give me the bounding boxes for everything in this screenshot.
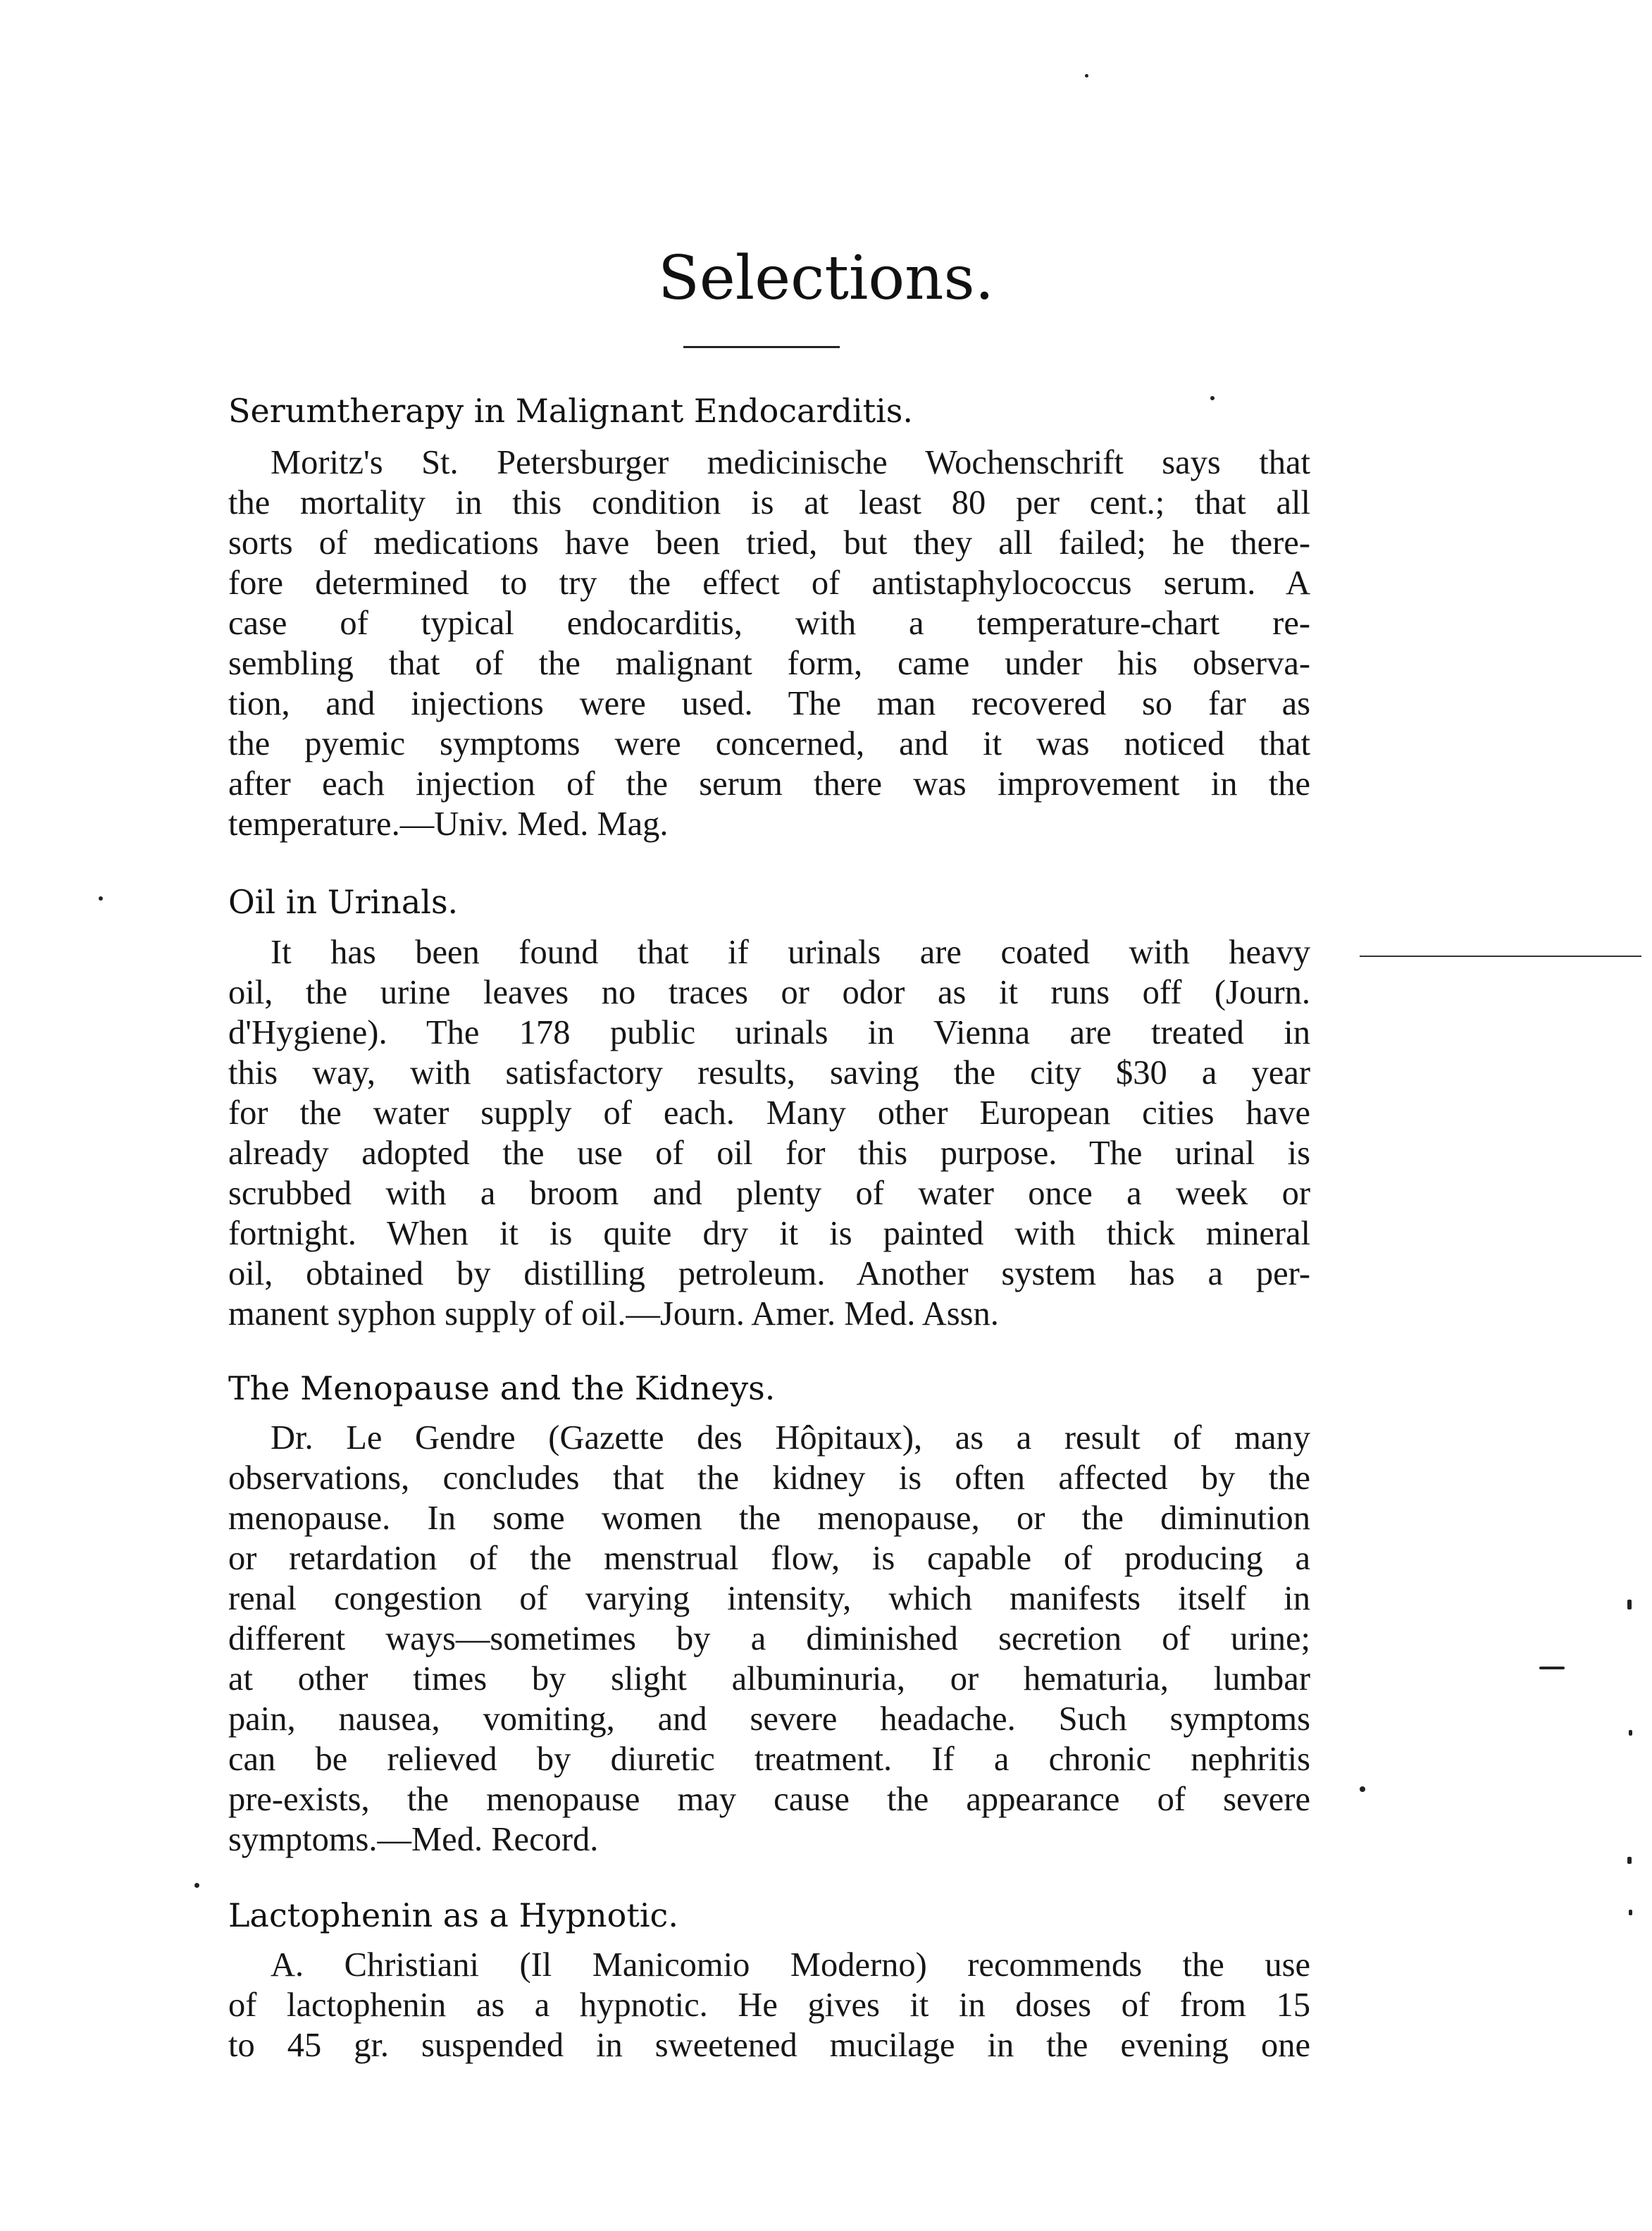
body-line: already adopted the use of oil for this purpose. The urinal is <box>228 1135 1310 1172</box>
article-heading-menopause-kidneys: The Menopause and the Kidneys. <box>228 1369 776 1407</box>
scan-speck <box>1539 1667 1565 1669</box>
body-line: temperature.—Univ. Med. Mag. <box>228 805 669 843</box>
body-line: symptoms.—Med. Record. <box>228 1821 599 1858</box>
body-line: fore determined to try the effect of antistaphylococcus serum. A <box>228 564 1310 602</box>
scan-speck <box>1629 1730 1632 1736</box>
article-body-menopause-kidneys <box>228 1418 1310 1860</box>
body-line: to 45 gr. suspended in sweetened mucilage in the evening one <box>228 2027 1310 2064</box>
body-line: or retardation of the menstrual flow, is capable of producing a <box>228 1540 1310 1577</box>
body-line: the pyemic symptoms were concerned, and it was noticed that <box>228 725 1310 762</box>
scan-speck <box>194 1883 199 1888</box>
body-line: sembling that of the malignant form, came under his observa- <box>228 645 1310 682</box>
scan-speck <box>1360 1786 1365 1792</box>
body-line: menopause. In some women the menopause, or the diminution <box>228 1500 1310 1537</box>
body-line: It has been found that if urinals are coated with heavy <box>271 934 1310 971</box>
scan-speck <box>1629 1910 1632 1915</box>
body-line: the mortality in this condition is at least 80 per cent.; that all <box>228 484 1310 521</box>
body-line: d'Hygiene). The 178 public urinals in Vienna are treated in <box>228 1014 1310 1051</box>
body-line: of lactophenin as a hypnotic. He gives it in doses of from 15 <box>228 1986 1310 2024</box>
article-heading-lactophenin: Lactophenin as a Hypnotic. <box>228 1896 678 1934</box>
scan-speck <box>1085 74 1088 78</box>
article-body-lactophenin <box>228 1945 1310 2065</box>
body-line: oil, obtained by distilling petroleum. Another system has a per- <box>228 1255 1310 1292</box>
body-line: this way, with satisfactory results, saving the city $30 a year <box>228 1054 1310 1092</box>
title-rule <box>683 346 840 348</box>
body-line: Dr. Le Gendre (Gazette des Hôpitaux), as a result of many <box>271 1419 1310 1457</box>
article-body-serumtherapy <box>228 443 1310 844</box>
body-line: case of typical endocarditis, with a temperature-chart re- <box>228 605 1310 642</box>
scan-speck <box>1627 1857 1632 1864</box>
body-line: for the water supply of each. Many other European cities have <box>228 1094 1310 1132</box>
body-line: tion, and injections were used. The man recovered so far as <box>228 685 1310 722</box>
body-line: sorts of medications have been tried, but they all failed; he there- <box>228 524 1310 562</box>
body-line: fortnight. When it is quite dry it is painted with thick mineral <box>228 1215 1310 1252</box>
body-line: observations, concludes that the kidney is often affected by the <box>228 1459 1310 1497</box>
body-line: at other times by slight albuminuria, or hematuria, lumbar <box>228 1660 1310 1698</box>
article-heading-serumtherapy: Serumtherapy in Malignant Endocarditis. <box>228 392 914 430</box>
scan-speck <box>99 896 103 901</box>
body-line: scrubbed with a broom and plenty of water once a week or <box>228 1175 1310 1212</box>
article-heading-oil-in-urinals: Oil in Urinals. <box>228 883 459 921</box>
scan-speck <box>1627 1600 1632 1609</box>
body-line: Moritz's St. Petersburger medicinische Wochenschrift says that <box>271 444 1310 481</box>
body-line: after each injection of the serum there was improvement in the <box>228 765 1310 803</box>
scan-speck <box>1210 396 1215 400</box>
page-title: Selections. <box>657 243 995 314</box>
body-line: different ways—sometimes by a diminished secretion of urine; <box>228 1620 1310 1657</box>
body-line: A. Christiani (Il Manicomio Moderno) recommends the use <box>271 1946 1310 1984</box>
body-line: can be relieved by diuretic treatment. If a chronic nephritis <box>228 1741 1310 1778</box>
body-line: pain, nausea, vomiting, and severe headache. Such symptoms <box>228 1700 1310 1738</box>
body-line: oil, the urine leaves no traces or odor as it runs off (Journ. <box>228 974 1310 1011</box>
body-line: renal congestion of varying intensity, which manifests itself in <box>228 1580 1310 1617</box>
scan-artifact-line <box>1360 956 1641 957</box>
article-body-oil-in-urinals <box>228 932 1310 1334</box>
body-line: pre-exists, the menopause may cause the appearance of severe <box>228 1781 1310 1818</box>
body-line: manent syphon supply of oil.—Journ. Amer. Med. Assn. <box>228 1295 999 1333</box>
